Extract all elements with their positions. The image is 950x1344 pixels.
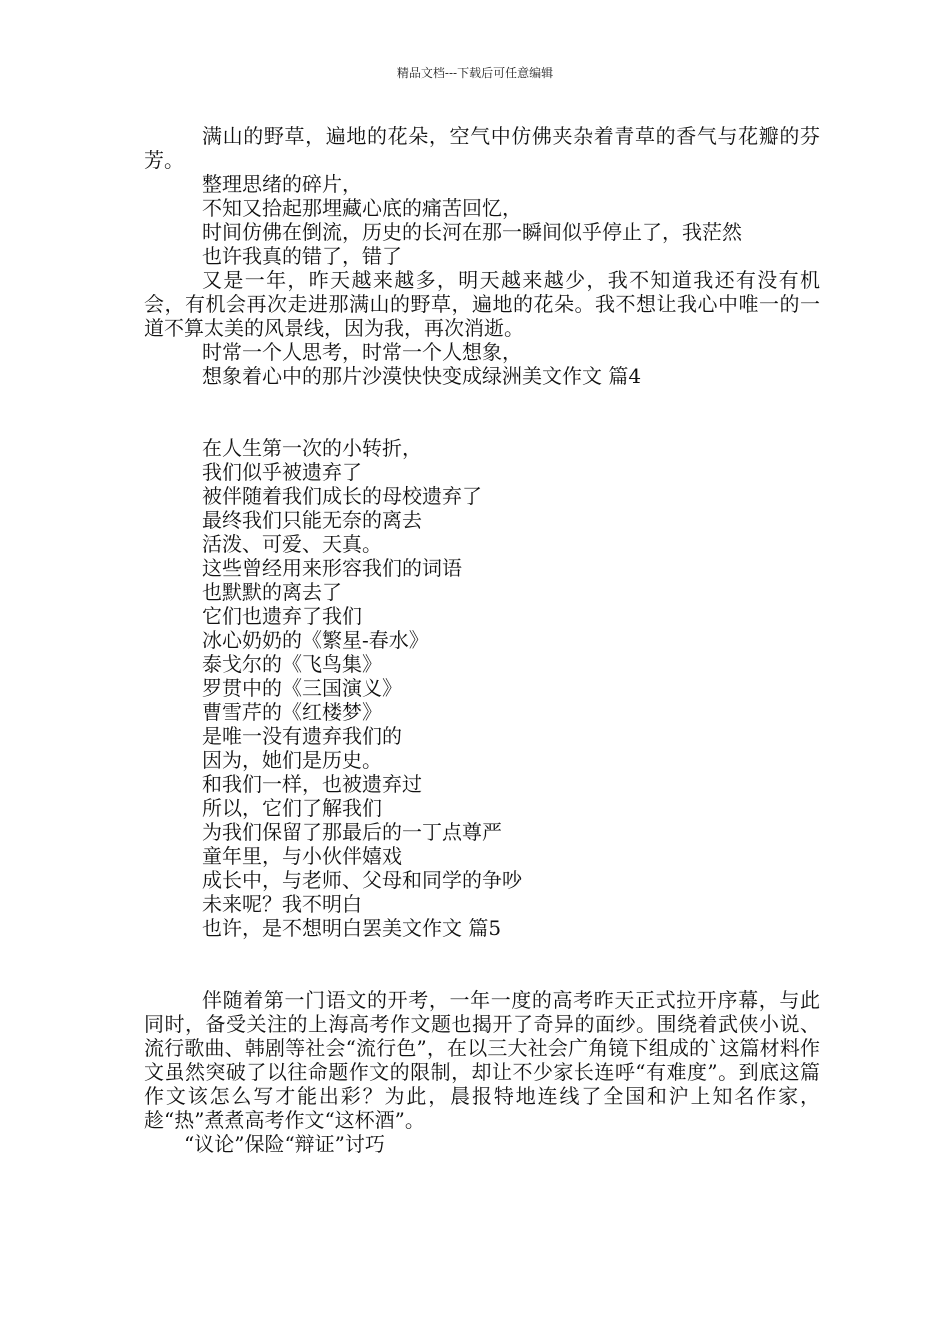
- poem-line: 泰戈尔的《飞鸟集》: [202, 652, 382, 676]
- poem-line: 未来呢？我不明白: [202, 892, 362, 916]
- spacer: [144, 388, 820, 436]
- poem-line: 罗贯中的《三国演义》: [202, 676, 402, 700]
- poem-line: 因为，她们是历史。: [202, 748, 382, 772]
- poem-line: 为我们保留了那最后的一丁点尊严: [202, 820, 502, 844]
- document-body: [144, 124, 820, 1156]
- section-heading: 想象着心中的那片沙漠快快变成绿洲美文作文 篇4: [202, 364, 642, 388]
- paragraph: 也许我真的错了，错了: [202, 244, 402, 268]
- poem-line: 最终我们只能无奈的离去: [202, 508, 422, 532]
- poem-line: 所以，它们了解我们: [202, 796, 382, 820]
- paragraph: 满山的野草，遍地的花朵，空气中仿佛夹杂着青草的香气与花瓣的芬芳。: [144, 124, 820, 172]
- poem-line: 童年里，与小伙伴嬉戏: [202, 844, 402, 868]
- poem-line: 冰心奶奶的《繁星-春水》: [202, 628, 429, 652]
- poem-line: 也默默的离去了: [202, 580, 342, 604]
- poem-line: 我们似乎被遗弃了: [202, 460, 362, 484]
- poem-line: 活泼、可爱、天真。: [202, 532, 382, 556]
- poem-line: 成长中，与老师、父母和同学的争吵: [202, 868, 522, 892]
- poem-line: 是唯一没有遗弃我们的: [202, 724, 402, 748]
- page-header: 精品文档---下载后可任意编辑: [396, 66, 554, 80]
- spacer: [144, 940, 820, 988]
- poem-line: 在人生第一次的小转折，: [202, 436, 422, 460]
- poem-line: 被伴随着我们成长的母校遗弃了: [202, 484, 482, 508]
- section-heading: 也许，是不想明白罢美文作文 篇5: [202, 916, 502, 940]
- poem-line: 和我们一样，也被遗弃过: [202, 772, 422, 796]
- poem-line: 这些曾经用来形容我们的词语: [202, 556, 462, 580]
- poem-line: 它们也遗弃了我们: [202, 604, 362, 628]
- paragraph: 又是一年，昨天越来越多，明天越来越少，我不知道我还有没有机会，有机会再次走进那满山的野草，遍地的花朵。我不想让我心中唯一的一道不算太美的风景线，因为我，再次消逝。: [144, 268, 820, 340]
- paragraph: 时常一个人思考，时常一个人想象，: [202, 340, 522, 364]
- subheading: “议论”保险“辩证”讨巧: [184, 1132, 385, 1156]
- poem-line: 曹雪芹的《红楼梦》: [202, 700, 382, 724]
- paragraph: 不知又拾起那埋藏心底的痛苦回忆，: [202, 196, 522, 220]
- paragraph: 整理思绪的碎片，: [202, 172, 362, 196]
- paragraph: 时间仿佛在倒流，历史的长河在那一瞬间似乎停止了，我茫然: [202, 220, 742, 244]
- paragraph: 伴随着第一门语文的开考，一年一度的高考昨天正式拉开序幕，与此同时，备受关注的上海高考作文题也揭开了奇异的面纱。围绕着武侠小说、流行歌曲、韩剧等社会“流行色”，在以三大社会广角镜下组成的`这篇材料作文虽然突破了以往命题作文的限制，却让不少家长连呼“有难度”。到底这篇作文该怎么写才能出彩？为此，晨报特地连线了全国和沪上知名作家，趁“热”煮煮高考作文“这杯酒”。: [144, 988, 820, 1132]
